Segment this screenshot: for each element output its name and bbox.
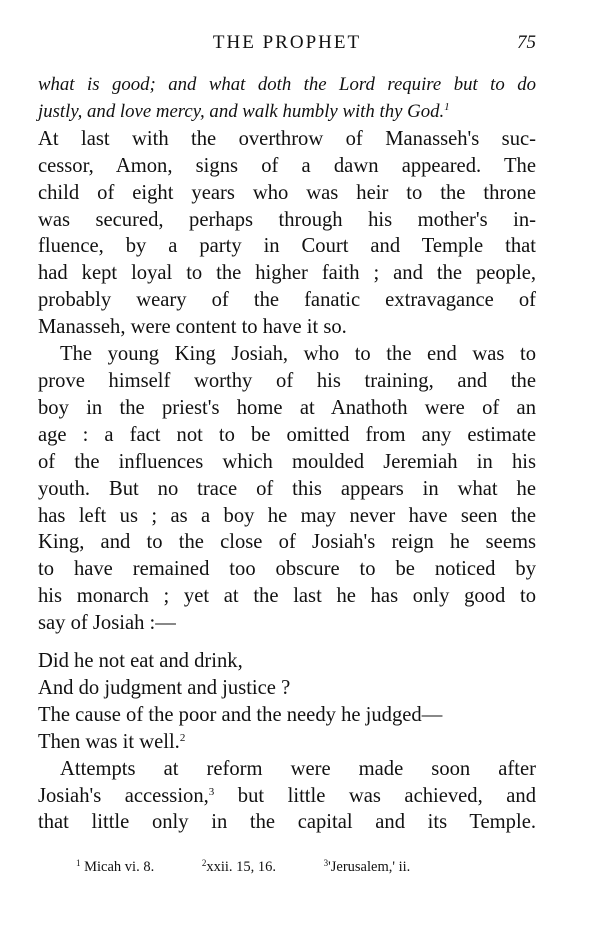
- footnote: $^3$'Jerusalem,' ii.: [323, 858, 411, 875]
- footnotes: [76, 859, 454, 876]
- verse-line: The cause of the poor and the needy he judged—: [38, 703, 443, 726]
- verse-line: Then was it well.$^2$: [38, 730, 186, 753]
- text-line: The young King Josiah, who to the end was to: [60, 343, 536, 366]
- text-line: Attempts at reform were made soon after: [60, 757, 536, 780]
- paragraph-3: [38, 756, 536, 837]
- text-line: child of eight years who was heir to the throne: [38, 181, 536, 204]
- page-number: 75: [517, 32, 536, 53]
- verse-line: Did he not eat and drink,: [38, 650, 243, 673]
- footnote: $^2$xxii. 15, 16.: [201, 858, 277, 875]
- text-line: King, and to the close of Josiah's reign he seems: [38, 531, 536, 554]
- verse-quotation: [38, 648, 536, 756]
- footnote-ref: 2: [179, 731, 186, 744]
- text-line: probably weary of the fanatic extravagance of: [38, 289, 536, 312]
- text-line: of the influences which moulded Jeremiah in his: [38, 450, 536, 473]
- text-line: At last with the overthrow of Manasseh's suc-: [38, 127, 536, 150]
- quote-line: what is good; and what doth the Lord require but to do: [38, 74, 536, 95]
- text-fragment: but little was achieved, and: [214, 784, 536, 807]
- text-line: age : a fact not to be omitted from any estimate: [38, 423, 536, 446]
- quote-line: justly, and love mercy, and walk humbly with thy God.$^1$: [38, 100, 450, 122]
- footnote-ref: 1: [444, 100, 450, 113]
- text-line: say of Josiah :—: [38, 612, 176, 635]
- text-line: fluence, by a party in Court and Temple that: [38, 235, 536, 258]
- text-line: has left us ; as a boy he may never have seen the: [38, 504, 536, 527]
- text-line: was secured, perhaps through his mother's in-: [38, 208, 536, 231]
- verse-line: And do judgment and justice ?: [38, 676, 291, 699]
- body-text: [38, 72, 536, 836]
- text-line: to have remained too obscure to be noticed by: [38, 558, 536, 581]
- text-line: prove himself worthy of his training, and the: [38, 369, 536, 392]
- book-page: [38, 32, 536, 836]
- page-header: [38, 32, 536, 56]
- text-line: [38, 783, 536, 810]
- paragraph-1: [38, 126, 536, 341]
- text-line: boy in the priest's home at Anathoth were of an: [38, 396, 536, 419]
- running-title: THE PROPHET: [212, 32, 362, 53]
- text-line: cessor, Amon, signs of a dawn appeared. The: [38, 154, 536, 177]
- text-fragment: Josiah's accession,: [38, 784, 209, 807]
- footnote-ref: 3: [208, 785, 215, 798]
- text-line: that little only in the capital and its Temple.: [38, 811, 536, 834]
- text-line: had kept loyal to the higher faith ; and the people,: [38, 262, 536, 285]
- paragraph-2: [38, 341, 536, 637]
- text-line: Manasseh, were content to have it so.: [38, 316, 347, 339]
- text-line: his monarch ; yet at the last he has only good to: [38, 585, 536, 608]
- text-line: youth. But no trace of this appears in what he: [38, 477, 536, 500]
- footnote: $^1$ Micah vi. 8.: [76, 858, 155, 875]
